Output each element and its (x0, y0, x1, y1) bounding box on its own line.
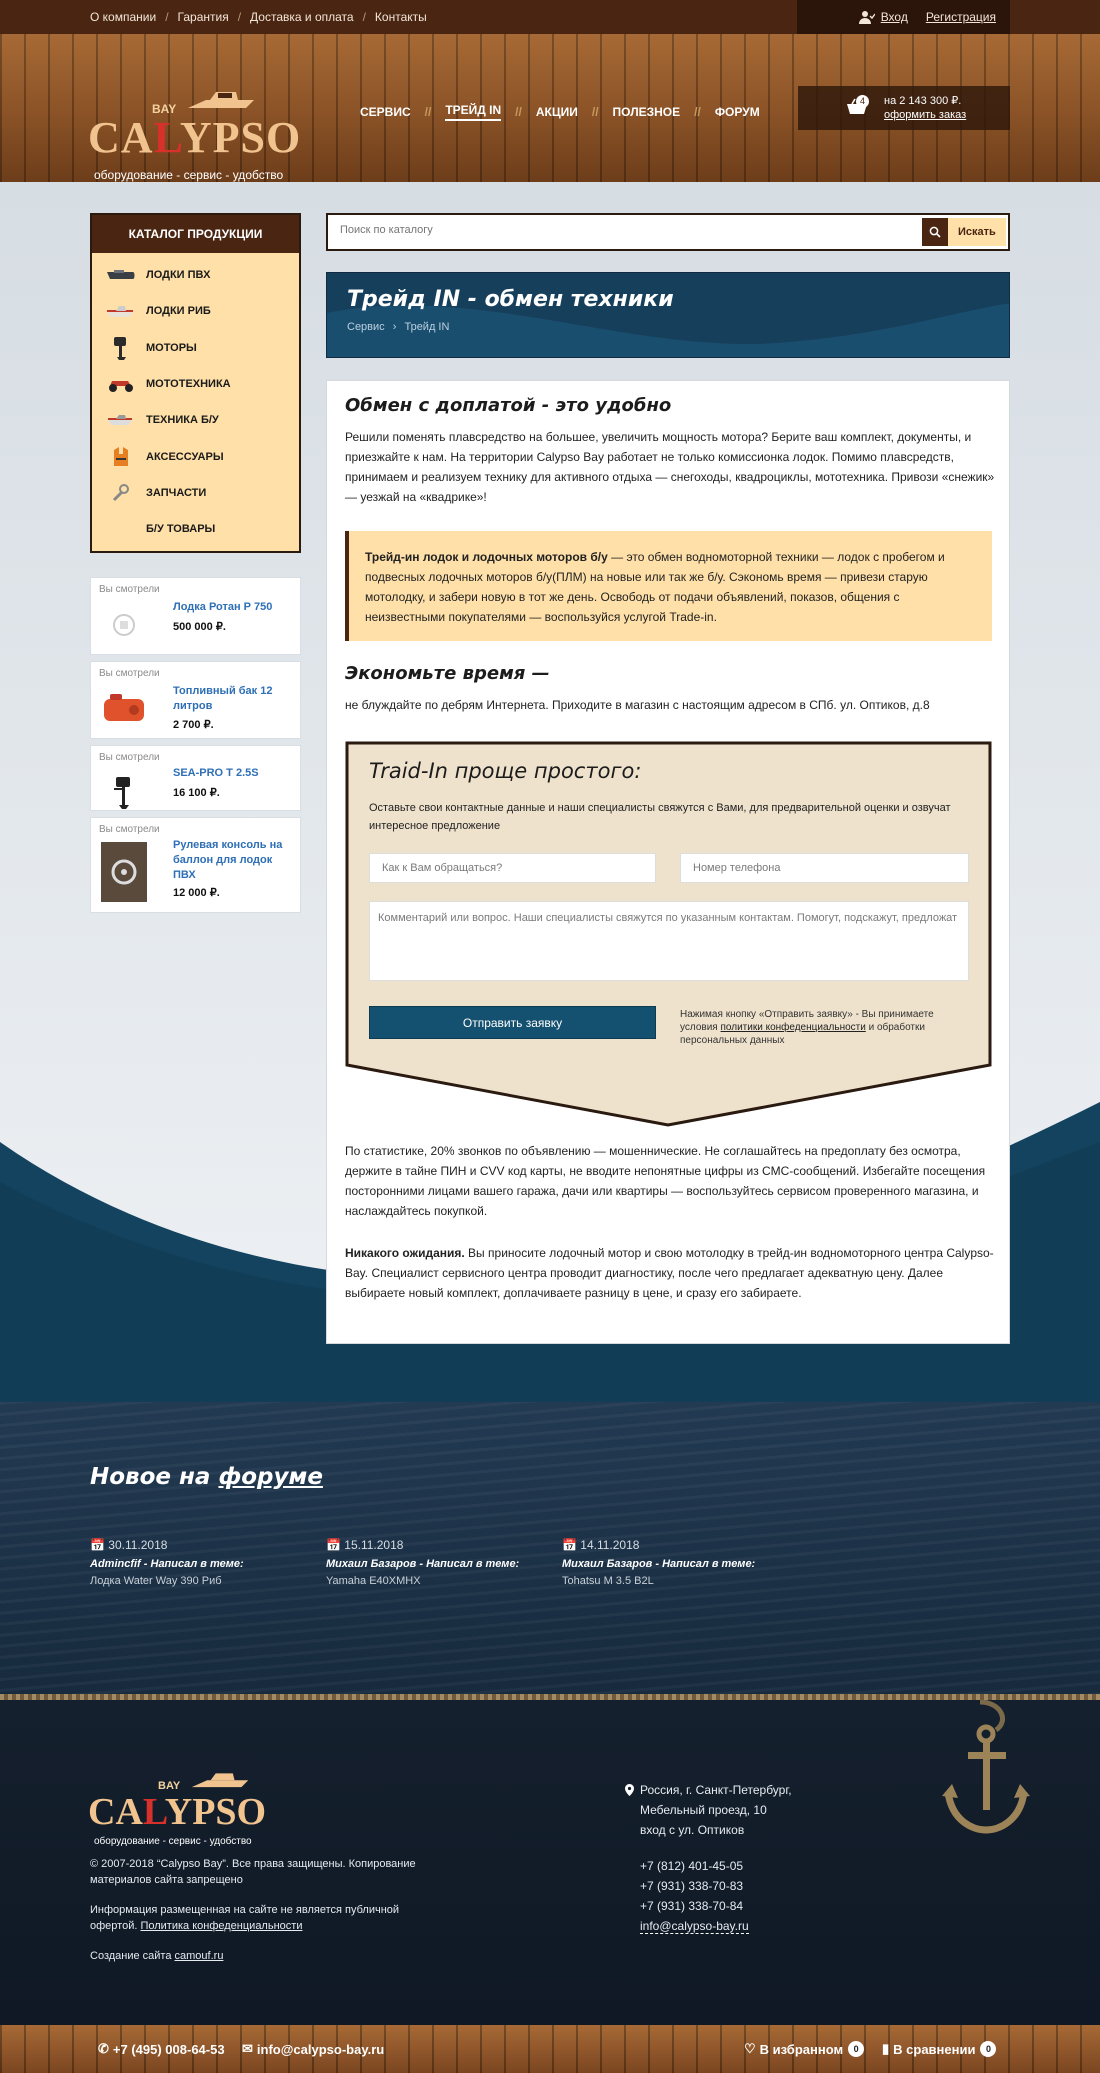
catalog-item-used-goods[interactable]: Б/У ТОВАРЫ (146, 523, 216, 536)
footer-legal: © 2007-2018 “Calypso Bay”. Все права защищены. Копирование материалов сайта запрещено Информация размещенная на сайте не является публичной офертой. Политика конфеденциальности Создание сайта camouf.ru (90, 1856, 420, 1964)
topnav-contacts-link[interactable]: Контакты (374, 10, 427, 24)
viewed-item-name[interactable]: Рулевая консоль на баллон для лодок ПВХ (173, 839, 283, 881)
nav-trade-in[interactable]: ТРЕЙД IN (445, 103, 501, 121)
viewed-item[interactable]: Вы смотрели SEA-PRO T 2.5S 16 100 ₽. (90, 745, 301, 811)
envelope-icon: ✉ (242, 2041, 253, 2056)
viewed-item-name[interactable]: Топливный бак 12 литров (173, 685, 273, 712)
atv-icon (106, 373, 136, 395)
life-jacket-icon (106, 446, 136, 468)
favorites-count: 0 (848, 2041, 864, 2057)
favorites-link[interactable]: ♡ В избранном 0 (744, 2041, 864, 2057)
article-paragraph: Решили поменять плавсредство на большее, увеличить мощность мотора? Берите ваш комплект, документы, и приезжайте к нам. На территории Calypso Bay работает не только комиссионка лодок. Помимо плавсредств, принимаем и реализуем технику для активного отдыха — снегоходы, квадроциклы, мототехника. Привози «снежик» — уезжай на «квадрике»! (345, 430, 995, 504)
privacy-policy-link[interactable]: Политика конфеденциальности (140, 1920, 303, 1932)
main-nav: СЕРВИС // ТРЕЙД IN // АКЦИИ // ПОЛЕЗНОЕ // ФОРУМ (360, 103, 760, 119)
viewed-item-price: 12 000 ₽. (173, 887, 220, 899)
forum-post[interactable]: 📅 15.11.2018 Михаил Базаров - Написал в теме: Yamaha E40XMHX (326, 1538, 520, 1587)
boat-logo-icon (186, 88, 256, 116)
nav-useful[interactable]: ПОЛЕЗНОЕ (612, 105, 681, 119)
top-bar (0, 0, 1100, 34)
privacy-notice: Нажимая кнопку «Отправить заявку» - Вы принимаете условия политики конфеденциальности и обработки персональных данных (680, 1009, 934, 1046)
location-pin-icon (625, 1782, 634, 1802)
cart-sum: на 2 143 300 ₽. (884, 95, 962, 107)
nav-forum[interactable]: ФОРУМ (714, 105, 760, 119)
email-link[interactable]: info@calypso-bay.ru (640, 1919, 749, 1933)
user-icon (859, 10, 875, 24)
catalog-item-moto[interactable]: МОТОТЕХНИКА (92, 366, 299, 402)
page-title: Трейд IN - обмен техники (347, 287, 674, 312)
cart-count-badge: 4 (856, 95, 869, 108)
search-input[interactable] (340, 224, 840, 236)
motor-icon (106, 337, 136, 359)
viewed-item-price: 16 100 ₽. (173, 787, 220, 799)
viewed-item[interactable]: Вы смотрели Рулевая консоль на баллон для лодок ПВХ 12 000 ₽. (90, 817, 301, 913)
viewed-item[interactable]: Вы смотрели Топливный бак 12 литров 2 700 ₽. (90, 661, 301, 739)
top-nav: О компании / Гарантия / Доставка и оплата / Контакты (90, 10, 427, 24)
forum-post[interactable]: 📅 30.11.2018 Admincfif - Написал в теме: Лодка Water Way 390 Риб (90, 1538, 244, 1587)
form-title: Traid-In проще простого: (369, 759, 642, 783)
forum-section (0, 1402, 1100, 1700)
nav-service[interactable]: СЕРВИС (360, 105, 411, 119)
comment-field[interactable]: Комментарий или вопрос. Наши специалисты свяжутся по указанным контактам. Помогут, подскажут, предложат (369, 901, 969, 981)
fuel-tank-image (101, 686, 147, 732)
catalog-item-motors[interactable]: МОТОРЫ (92, 330, 299, 366)
breadcrumb: Сервис › Трейд IN (347, 321, 450, 333)
forum-title: Новое на форуме (90, 1464, 323, 1490)
trade-in-form (345, 741, 992, 1127)
address-line: Мебельный проезд, 10 (640, 1803, 767, 1817)
breadcrumb-current: Трейд IN (404, 321, 450, 333)
placeholder-image-icon (101, 602, 147, 648)
calendar-icon: 📅 (326, 1538, 345, 1552)
compare-link[interactable]: ▮ В сравнении 0 (882, 2041, 996, 2057)
phone-link[interactable]: +7 (931) 338-70-83 (640, 1879, 744, 1893)
catalog-title: КАТАЛОГ ПРОДУКЦИИ (92, 215, 299, 253)
catalog-item-spare-parts[interactable]: ЗАПЧАСТИ (92, 475, 299, 511)
article-paragraph: Никакого ожидания. Вы приносите лодочный мотор и свою мотолодку в трейд-ин водномоторного центра Calypso-Bay. Специалист сервисного центра проводит диагностику, после чего предлагает адекватную цену. Далее выбираете новый комплект, доплачиваете разницу в цене, и сразу его забираете. (345, 1246, 994, 1300)
search-bar (326, 213, 1010, 251)
motor-image (101, 770, 147, 816)
catalog-item-rib-boats[interactable]: ЛОДКИ РИБ (92, 293, 299, 329)
anchor-icon (930, 1700, 1030, 1840)
console-image (101, 842, 147, 902)
name-field[interactable]: Как к Вам обращаться? (369, 853, 656, 883)
viewed-item-price: 500 000 ₽. (173, 621, 226, 633)
logo-bay: BAY (152, 102, 177, 116)
forum-post[interactable]: 📅 14.11.2018 Михаил Базаров - Написал в теме: Tohatsu M 3.5 B2L (562, 1538, 756, 1587)
logo-tagline: оборудование - сервис - удобство (94, 168, 284, 182)
checkout-link[interactable]: оформить заказ (884, 109, 967, 121)
privacy-policy-link[interactable]: политики конфеденциальности (720, 1022, 866, 1033)
auth-box (797, 0, 1010, 34)
footer (0, 1700, 1100, 2025)
form-description: Оставьте свои контактные данные и наши специалисты свяжутся с Вами, для предварительной оценки и озвучат интересное предложение (369, 802, 951, 832)
article (326, 380, 1010, 1344)
forum-link[interactable]: форуме (218, 1464, 323, 1490)
heart-icon: ♡ (744, 2041, 756, 2056)
nav-promos[interactable]: АКЦИИ (535, 105, 578, 119)
boat-pvc-icon (106, 264, 136, 286)
submit-button[interactable]: Отправить заявку (369, 1006, 656, 1039)
article-heading-1: Обмен с доплатой - это удобно (345, 395, 672, 416)
viewed-item[interactable]: Вы смотрели Лодка Ротан Р 750 500 000 ₽. (90, 577, 301, 655)
bottom-phone[interactable]: ✆ +7 (495) 008-64-53 (98, 2041, 225, 2057)
used-boat-icon (106, 409, 136, 431)
catalog-item-accessories[interactable]: АКСЕССУАРЫ (92, 438, 299, 474)
catalog-item-pvc-boats[interactable]: ЛОДКИ ПВХ (92, 257, 299, 293)
trade-in-note: Трейд-ин лодок и лодочных моторов б/у — это обмен водномоторной техники — лодок с пробегом и подвесных лодочных моторов б/у(ПЛМ) на новые или так же б/у. Сэкономь время — привези старую мотолодку, и забери новую в тот же день. Освободь от подачи объявлений, показов, общения с неизвестными покупателями — воспользуйся услугой Trade-in. (345, 531, 992, 641)
developer-link[interactable]: camouf.ru (174, 1950, 224, 1962)
footer-contacts (640, 1780, 792, 1936)
address-line: вход с ул. Оптиков (640, 1823, 745, 1837)
header (0, 34, 1100, 182)
footer-logo[interactable]: BAY CALYPSO оборудование - сервис - удобство (88, 1770, 308, 1850)
article-heading-2: Экономьте время — (345, 663, 550, 684)
calendar-icon: 📅 (90, 1538, 109, 1552)
breadcrumb-service[interactable]: Сервис (347, 321, 385, 333)
search-icon (922, 218, 948, 246)
phone-link[interactable]: +7 (931) 338-70-84 (640, 1899, 744, 1913)
topnav-delivery-link[interactable]: Доставка и оплата (250, 10, 354, 24)
address-line: Россия, г. Санкт-Петербург, (640, 1783, 792, 1797)
viewed-item-name[interactable]: SEA-PRO T 2.5S (173, 767, 259, 779)
bottom-email[interactable]: ✉ info@calypso-bay.ru (242, 2041, 385, 2057)
catalog-item-used-tech[interactable]: ТЕХНИКА Б/У (92, 402, 299, 438)
bottom-bar (0, 2025, 1100, 2073)
catalog-sidebar (90, 213, 301, 553)
logo[interactable] (88, 70, 308, 182)
logo-wordmark: CALYPSO (88, 113, 302, 162)
login-link[interactable]: Вход (880, 10, 908, 24)
article-paragraph: не блуждайте по дебрям Интернета. Приходите в магазин с настоящим адресом в СПб. ул. Оптиков, д.8 (345, 698, 930, 712)
copyright: © 2007-2018 “Calypso Bay”. Все права защищены. Копирование материалов сайта запрещено (90, 1858, 416, 1886)
phone-icon: ✆ (98, 2041, 109, 2056)
search-button[interactable]: Искать (922, 218, 1006, 246)
topnav-warranty-link[interactable]: Гарантия (177, 10, 229, 24)
phone-link[interactable]: +7 (812) 401-45-05 (640, 1859, 744, 1873)
register-link[interactable]: Регистрация (925, 10, 996, 24)
page-banner (326, 272, 1010, 358)
phone-field[interactable]: Номер телефона (680, 853, 969, 883)
bar-chart-icon: ▮ (882, 2041, 890, 2056)
calendar-icon: 📅 (562, 1538, 581, 1552)
viewed-item-price: 2 700 ₽. (173, 719, 214, 731)
article-paragraph: По статистике, 20% звонков по объявлению — мошеннические. Не соглашайтесь на предоплату без осмотра, держите в тайне ПИН и CVV код карты, не вводите непонятные цифры из СМС-сообщений. Избегайте посещения посторонними лицами вашего гаража, дачи или квартиры — воспользуйтесь сервисом проверенного магазина, и наслаждайтесь покупкой. (345, 1144, 986, 1218)
spare-parts-icon (106, 482, 136, 504)
boat-rib-icon (106, 300, 136, 322)
topnav-about-link[interactable]: О компании (90, 10, 157, 24)
viewed-item-name[interactable]: Лодка Ротан Р 750 (173, 601, 273, 613)
cart-widget[interactable] (798, 86, 1010, 130)
banner-wave (327, 273, 1010, 358)
compare-count: 0 (980, 2041, 996, 2057)
